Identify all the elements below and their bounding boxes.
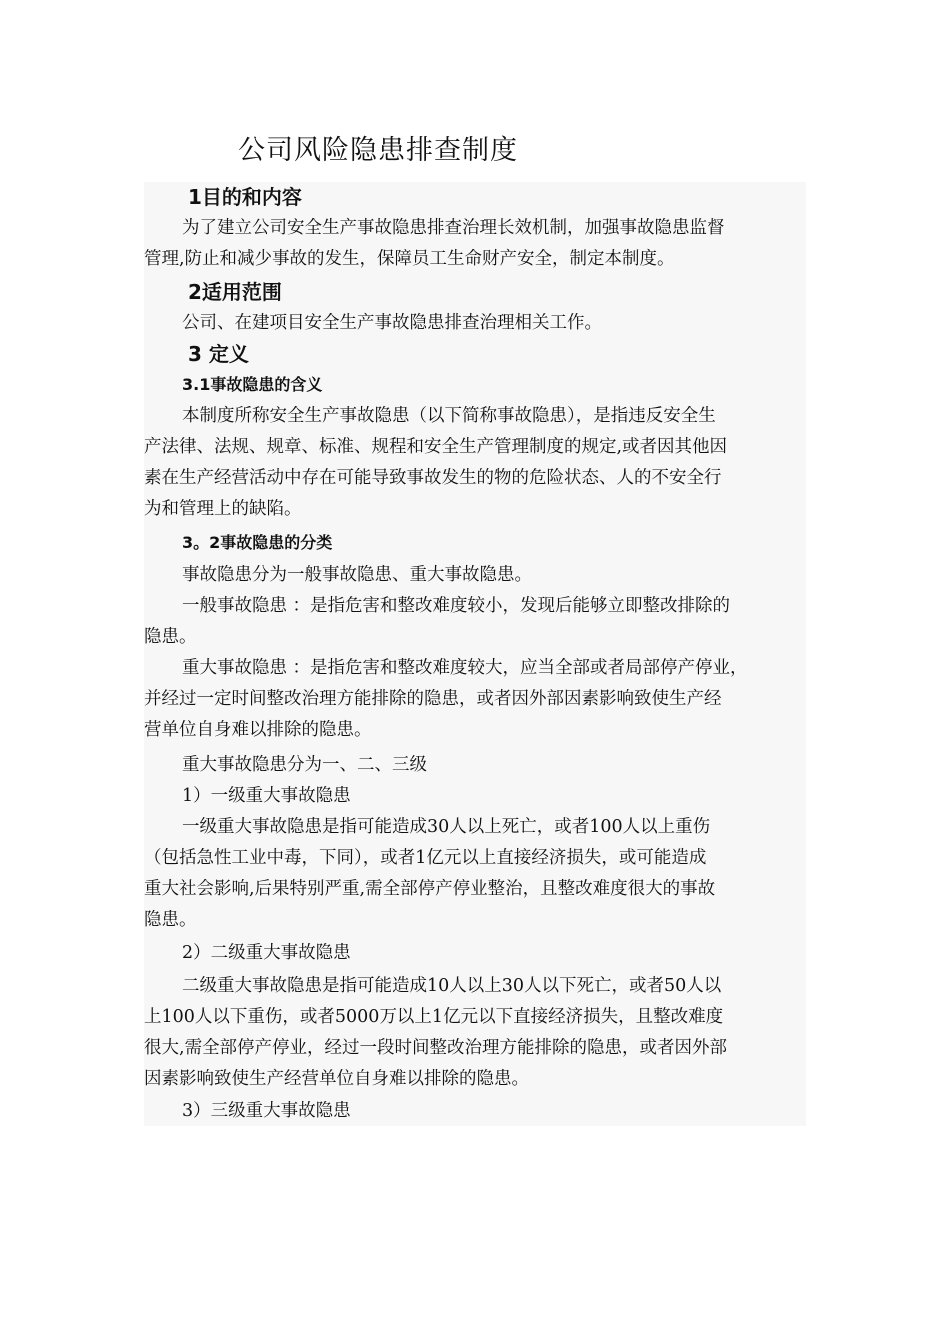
section-heading-scope: 2适用范围 bbox=[188, 280, 282, 304]
list-item-level-one: 1）一级重大事故隐患 bbox=[182, 786, 351, 806]
paragraph-line: 管理,防止和减少事故的发生，保障员工生命财产安全，制定本制度。 bbox=[144, 249, 675, 269]
paragraph-line: 为和管理上的缺陷。 bbox=[144, 499, 302, 519]
paragraph-line: 重大事故隐患 ：是指危害和整改难度较大，应当全部或者局部停产停业， bbox=[182, 658, 748, 678]
paragraph-line: 重大事故隐患分为一、二、三级 bbox=[182, 755, 427, 775]
subsection-heading-meaning: 3.1事故隐患的含义 bbox=[182, 375, 323, 394]
paragraph-line: 为了建立公司安全生产事故隐患排查治理长效机制，加强事故隐患监督 bbox=[182, 218, 725, 238]
list-item-level-two: 2）二级重大事故隐患 bbox=[182, 943, 351, 963]
paragraph-line: 公司、在建项目安全生产事故隐患排查治理相关工作。 bbox=[182, 313, 602, 333]
paragraph-line: 素在生产经营活动中存在可能导致事故发生的物的危险状态、人的不安全行 bbox=[144, 468, 722, 488]
paragraph-line: 事故隐患分为一般事故隐患、重大事故隐患。 bbox=[182, 565, 532, 585]
document-title: 公司风险隐患排查制度 bbox=[238, 135, 518, 166]
document-body bbox=[144, 182, 806, 1126]
section-heading-definition: 3 定义 bbox=[188, 342, 249, 366]
paragraph-line: 本制度所称安全生产事故隐患（以下简称事故隐患），是指违反安全生 bbox=[182, 406, 716, 426]
paragraph-line: 很大,需全部停产停业，经过一段时间整改治理方能排除的隐患，或者因外部 bbox=[144, 1038, 728, 1058]
paragraph-line: 隐患。 bbox=[144, 627, 197, 647]
list-item-level-three: 3）三级重大事故隐患 bbox=[182, 1101, 351, 1121]
paragraph-line: 上100人以下重伤，或者5000万以上1亿元以下直接经济损失，且整改难度 bbox=[144, 1007, 724, 1027]
paragraph-line: 一级重大事故隐患是指可能造成30人以上死亡，或者100人以上重伤 bbox=[182, 817, 711, 837]
paragraph-line: 并经过一定时间整改治理方能排除的隐患，或者因外部因素影响致使生产经 bbox=[144, 689, 722, 709]
paragraph-line: 隐患。 bbox=[144, 910, 197, 930]
paragraph-line: 营单位自身难以排除的隐患。 bbox=[144, 720, 372, 740]
paragraph-line: 因素影响致使生产经营单位自身难以排除的隐患。 bbox=[144, 1069, 529, 1089]
paragraph-line: 产法律、法规、规章、标准、规程和安全生产管理制度的规定,或者因其他因 bbox=[144, 437, 728, 457]
paragraph-line: （包括急性工业中毒，下同），或者1亿元以上直接经济损失，或可能造成 bbox=[144, 848, 707, 868]
paragraph-line: 一般事故隐患 ：是指危害和整改难度较小，发现后能够立即整改排除的 bbox=[182, 596, 731, 616]
section-heading-purpose: 1目的和内容 bbox=[188, 185, 302, 209]
subsection-heading-classification: 3。2事故隐患的分类 bbox=[182, 533, 333, 552]
paragraph-line: 重大社会影响,后果特别严重,需全部停产停业整治，且整改难度很大的事故 bbox=[144, 879, 716, 899]
paragraph-line: 二级重大事故隐患是指可能造成10人以上30人以下死亡，或者50人以 bbox=[182, 976, 722, 996]
